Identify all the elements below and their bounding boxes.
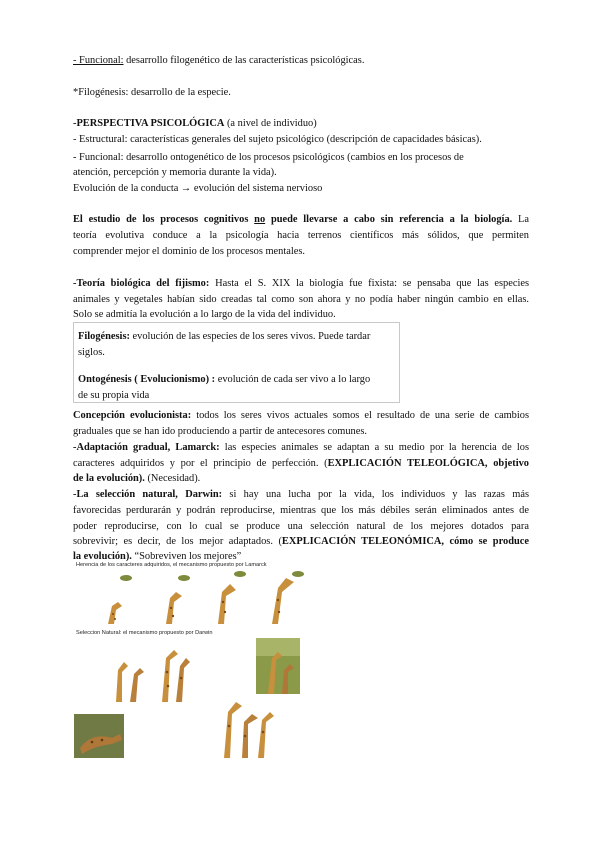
funcional-ontogenetico-line-2: atención, percepción y memoria durante la vida). <box>73 167 277 178</box>
lamarck-caption: Herencia de los caracteres adquiridos, el mecanismo propuesto por Lamarck <box>76 562 267 568</box>
lamarck-evolucion: de la evolución). <box>73 473 145 484</box>
darwin-text: si hay una lucha por la vida, los individuos y las razas más <box>222 489 529 500</box>
estudio-rest: La <box>512 214 529 225</box>
fijismo-line-2: animales y vegetales habían sido creadas tal como son ahora y no podía haber ningún cambio en ellas. <box>73 294 529 305</box>
filogenesis-definition: *Filogénesis: desarrollo de la especie. <box>73 87 231 98</box>
lamarck-foliage <box>120 571 304 581</box>
darwin-line-1 <box>73 488 529 501</box>
concepcion-line-1 <box>73 409 529 422</box>
box-ontogenesis-line-2: de su propia vida <box>78 390 150 401</box>
definitions-box <box>73 322 400 403</box>
lamarck-giraffe-1 <box>108 602 122 624</box>
darwin-photo-giraffes <box>256 638 300 694</box>
box-filogenesis-line-2: siglos. <box>78 347 105 358</box>
concepcion-label: Concepción evolucionista: <box>73 410 192 421</box>
darwin-fallen-giraffe-photo <box>74 714 124 758</box>
fijismo-label: -Teoría biológica del fijismo: <box>73 278 210 289</box>
perspectiva-note: (a nivel de individuo) <box>224 118 317 129</box>
lamarck-necesidad: (Necesidad). <box>144 473 201 484</box>
giraffe-illustration <box>72 562 340 762</box>
darwin-survivor-giraffes <box>224 702 274 758</box>
darwin-sobreviven: “Sobreviven los mejores” <box>131 551 242 562</box>
lamarck-label: -Adaptación gradual, Lamarck: <box>73 442 220 453</box>
concepcion-line-2: graduales que se han ido produciendo a partir de antecesores comunes. <box>73 426 368 437</box>
box-filogenesis-line-1 <box>78 330 396 343</box>
box-filogenesis-label: Filogénesis: <box>78 331 130 342</box>
darwin-evolucion: la evolución). <box>73 551 132 562</box>
funcional-label: - Funcional: <box>73 55 124 66</box>
estudio-line-1 <box>73 213 529 226</box>
estudio-no: no <box>254 214 266 225</box>
concepcion-text: todos los seres vivos actuales somos el resultado de una serie de cambios <box>191 410 529 421</box>
fijismo-line-1 <box>73 277 529 290</box>
box-ontogenesis-line-1 <box>78 373 396 386</box>
perspectiva-title: -PERSPECTIVA PSICOLÓGICA <box>73 118 225 129</box>
lamarck-line-2 <box>73 457 529 470</box>
lamarck-line-3 <box>73 472 529 485</box>
estudio-line-3: comprender mejor el dominio de los procesos mentales. <box>73 246 305 257</box>
lamarck-text: las especies animales se adaptan a su medio por la herencia de los <box>219 442 529 453</box>
darwin-line-2: favorecidas perdurarán y podrán reproducirse, mientras que los más débiles serán eliminados antes de <box>73 505 529 516</box>
fijismo-line-3: Solo se admitía la evolución a lo largo de la vida del individuo. <box>73 309 336 320</box>
estudio-line-2: teoría evolutiva conduce a la psicología hacia terrenos científicos más sólidos, que permiten <box>73 230 529 241</box>
box-ontogenesis-label: Ontogénesis ( Evolucionismo) : <box>78 374 216 385</box>
darwin-line-3: poder reproducirse, con lo cual se produce una selección natural de los mejores dotados para <box>73 521 529 532</box>
darwin-line-4 <box>73 535 529 548</box>
darwin-text-4: sobrevivir; es decir, de los mejor adaptados. ( <box>73 536 282 547</box>
estudio-bold-2: puede llevarse a cabo sin referencia a la biología. <box>270 214 513 225</box>
evolucion-conducta-line: Evolución de la conducta → evolución del sistema nervioso <box>73 183 323 194</box>
box-ontogenesis-text: evolución de cada ser vivo a lo largo <box>215 374 371 385</box>
darwin-label: -La selección natural, Darwin: <box>73 489 223 500</box>
darwin-giraffes-group-1 <box>116 650 190 702</box>
lamarck-text-2: caracteres adquiridos y por el principio de perfección. ( <box>73 458 328 469</box>
lamarck-giraffe-2 <box>166 592 182 624</box>
darwin-caption: Seleccion Natural: el mecanismo propuesto por Darwin <box>76 630 213 636</box>
estructural-line: - Estructural: características generales del sujeto psicológico (descripción de capacidades básicas). <box>73 134 482 145</box>
lamarck-giraffe-4 <box>272 578 294 624</box>
lamarck-explicacion: EXPLICACIÓN TELEOLÓGICA, objetivo <box>327 458 529 469</box>
lamarck-giraffe-3 <box>218 584 236 624</box>
funcional-text: desarrollo filogenético de las características psicológicas. <box>123 55 365 66</box>
box-filogenesis-text: evolución de las especies de los seres vivos. Puede tardar <box>129 331 371 342</box>
funcional-ontogenetico-line-1: - Funcional: desarrollo ontogenético de los procesos psicológicos (cambios en los procesos de <box>73 152 464 163</box>
estudio-bold: El estudio de los procesos cognitivos <box>73 214 249 225</box>
darwin-explicacion: EXPLICACIÓN TELEONÓMICA, cómo se produce <box>281 536 529 547</box>
giraffe-evolution-figure <box>72 562 340 762</box>
fijismo-text: Hasta el S. XIX la biología fue fixista: se pensaba que las especies <box>209 278 530 289</box>
funcional-filogenetico-line <box>73 54 529 67</box>
perspectiva-heading <box>73 117 529 130</box>
lamarck-line-1 <box>73 441 529 454</box>
